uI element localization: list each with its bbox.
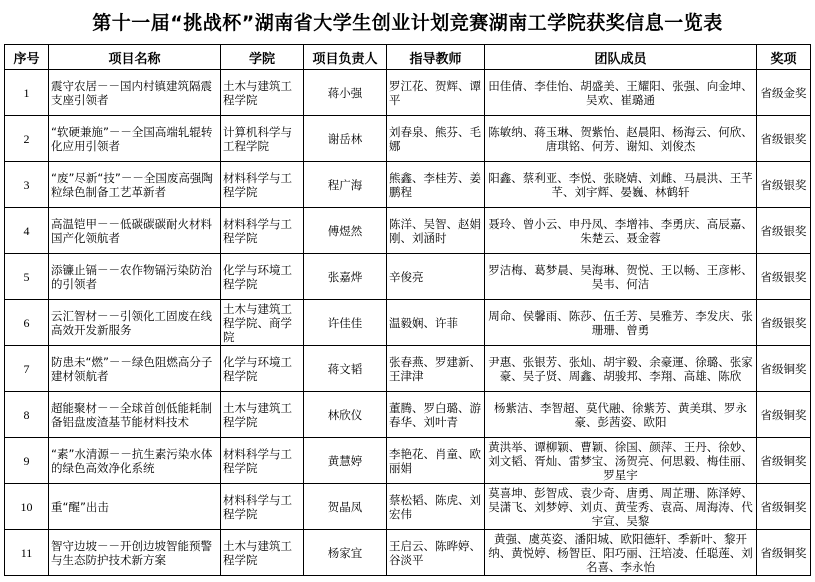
- table-row: [5, 392, 811, 438]
- project-name: “废”尽新“技”－－全国废高强陶粒绿色制备工艺革新者: [49, 162, 221, 208]
- header-college: 学院: [221, 45, 304, 70]
- award-level: 省级银奖: [757, 300, 811, 346]
- project-leader: 杨家宜: [304, 530, 387, 576]
- award-level: 省级银奖: [757, 254, 811, 300]
- project-leader: 贺晶凤: [304, 484, 387, 530]
- table-row: [5, 70, 811, 116]
- college-name: 计算机科学与工程学院: [221, 116, 304, 162]
- table-row: [5, 116, 811, 162]
- team-members: 罗洁梅、葛梦晨、吴海琳、贺悦、王以畅、王彦彬、吴韦、何洁: [485, 254, 757, 300]
- row-number: 9: [5, 438, 49, 484]
- project-leader: 程广海: [304, 162, 387, 208]
- header-leader: 项目负责人: [304, 45, 387, 70]
- row-number: 6: [5, 300, 49, 346]
- team-members: 聂玲、曾小云、申丹凤、李增祎、李勇庆、高辰嘉、朱楚云、聂金蓉: [485, 208, 757, 254]
- row-number: 4: [5, 208, 49, 254]
- row-number: 5: [5, 254, 49, 300]
- college-name: 土木与建筑工程学院: [221, 392, 304, 438]
- table-row: [5, 484, 811, 530]
- college-name: 材料科学与工程学院: [221, 484, 304, 530]
- project-leader: 蒋小强: [304, 70, 387, 116]
- team-members: 黄强、虞英姿、潘阳城、欧阳德轩、季新叶、黎开纳、黄悦婷、杨智臣、阳巧丽、汪培凌、任聪莲、刘名喜、李永怡: [485, 530, 757, 576]
- advisors: 罗江花、贺辉、谭平: [387, 70, 485, 116]
- row-number: 2: [5, 116, 49, 162]
- advisors: 王启云、陈晔婷、谷淡平: [387, 530, 485, 576]
- project-name: 云汇智材－－引领化工固废在线高效开发新服务: [49, 300, 221, 346]
- team-members: 黄洪举、谭柳颖、曹颖、徐国、颜萍、王丹、徐妙、刘文韬、胥灿、雷梦宝、汤贺亮、何思毅、梅佳丽、罗星宇: [485, 438, 757, 484]
- table-row: [5, 530, 811, 576]
- table-row: [5, 300, 811, 346]
- project-leader: 张嘉烨: [304, 254, 387, 300]
- award-level: 省级铜奖: [757, 438, 811, 484]
- table-row: [5, 254, 811, 300]
- award-level: 省级铜奖: [757, 530, 811, 576]
- project-leader: 林欣仪: [304, 392, 387, 438]
- college-name: 土木与建筑工程学院: [221, 70, 304, 116]
- document-title: 第十一届“挑战杯”湖南省大学生创业计划竞赛湖南工学院获奖信息一览表: [92, 12, 723, 34]
- row-number: 11: [5, 530, 49, 576]
- advisors: 刘春泉、熊芬、毛娜: [387, 116, 485, 162]
- team-members: 周命、侯馨雨、陈莎、伍壬芳、吴雅芳、李发庆、张珊珊、曾勇: [485, 300, 757, 346]
- award-level: 省级银奖: [757, 116, 811, 162]
- advisors: 陈洋、吴智、赵娟刚、刘涵时: [387, 208, 485, 254]
- team-members: 田佳倩、李佳怡、胡盛美、王耀阳、张强、向金坤、吴欢、崔璐通: [485, 70, 757, 116]
- project-name: 防患未“燃”－－绿色阻燃高分子建材领航者: [49, 346, 221, 392]
- header-no: 序号: [5, 45, 49, 70]
- header-row: [5, 45, 811, 70]
- award-level: 省级铜奖: [757, 484, 811, 530]
- row-number: 10: [5, 484, 49, 530]
- row-number: 7: [5, 346, 49, 392]
- project-leader: 谢岳林: [304, 116, 387, 162]
- row-number: 3: [5, 162, 49, 208]
- table-row: [5, 162, 811, 208]
- advisors: 张春燕、罗建新、王津津: [387, 346, 485, 392]
- project-leader: 傅煜然: [304, 208, 387, 254]
- advisors: 温毅娴、许菲: [387, 300, 485, 346]
- project-leader: 许佳佳: [304, 300, 387, 346]
- advisors: 李艳花、肖童、欧丽娟: [387, 438, 485, 484]
- college-name: 化学与环境工程学院: [221, 346, 304, 392]
- header-project: 项目名称: [49, 45, 221, 70]
- team-members: 尹惠、张银芳、张灿、胡宇毅、余豪運、徐璐、张家豪、吴子贤、周鑫、胡骏邦、李翔、高雄、陈欣: [485, 346, 757, 392]
- project-leader: 蒋文韬: [304, 346, 387, 392]
- college-name: 土木与建筑工程学院: [221, 530, 304, 576]
- advisors: 熊鑫、李桂芳、姜鹏程: [387, 162, 485, 208]
- advisors: 蔡松韬、陈虎、刘宏伟: [387, 484, 485, 530]
- project-name: “软硬兼施”－－全国高端轧辊转化应用引领者: [49, 116, 221, 162]
- advisors: 董腾、罗白璐、游春华、刘叶青: [387, 392, 485, 438]
- award-level: 省级铜奖: [757, 392, 811, 438]
- award-level: 省级金奖: [757, 70, 811, 116]
- project-name: “素”水清源－－抗生素污染水体的绿色高效净化系统: [49, 438, 221, 484]
- project-name: 重“醒”出击: [49, 484, 221, 530]
- row-number: 8: [5, 392, 49, 438]
- college-name: 材料科学与工程学院: [221, 438, 304, 484]
- table-row: [5, 208, 811, 254]
- team-members: 陈敏纳、蒋玉琳、贺紫怡、赵晨阳、杨海云、何欣、唐琪铭、何芳、谢知、刘俊杰: [485, 116, 757, 162]
- header-members: 团队成员: [485, 45, 757, 70]
- college-name: 材料科学与工程学院: [221, 162, 304, 208]
- table-row: [5, 346, 811, 392]
- project-name: 高温铠甲－－低碳碳碳耐火材料国产化领航者: [49, 208, 221, 254]
- project-name: 智守边坡－－开创边坡智能预警与生态防护技术新方案: [49, 530, 221, 576]
- advisors: 辛俊亮: [387, 254, 485, 300]
- project-name: 超能聚材－－全球首创低能耗制备铝盘废渣基节能材料技术: [49, 392, 221, 438]
- team-members: 阳鑫、蔡利亚、李悦、张晓婧、刘雌、马晨洪、王芊芊、刘宇辉、晏巍、林鹤轩: [485, 162, 757, 208]
- project-leader: 黄慧婷: [304, 438, 387, 484]
- header-award: 奖项: [757, 45, 811, 70]
- project-name: 震守农居－－国内村镇建筑隔震支座引领者: [49, 70, 221, 116]
- award-level: 省级银奖: [757, 208, 811, 254]
- row-number: 1: [5, 70, 49, 116]
- college-name: 材料科学与工程学院: [221, 208, 304, 254]
- header-advisors: 指导教师: [387, 45, 485, 70]
- team-members: 杨紫洁、李智超、莫代融、徐紫芳、黄美琪、罗永豪、彭茜姿、欧阳: [485, 392, 757, 438]
- awards-table: [4, 44, 811, 576]
- award-level: 省级银奖: [757, 162, 811, 208]
- award-level: 省级铜奖: [757, 346, 811, 392]
- college-name: 土木与建筑工程学院、商学院: [221, 300, 304, 346]
- college-name: 化学与环境工程学院: [221, 254, 304, 300]
- project-name: 添镰止镉－－农作物镉污染防治的引领者: [49, 254, 221, 300]
- table-row: [5, 438, 811, 484]
- team-members: 莫喜坤、彭智成、袁少奇、唐勇、周芷珊、陈泽婷、吴潇飞、刘梦婷、刘贞、黄莹秀、袁高、周海涛、代宇宣、吴黎: [485, 484, 757, 530]
